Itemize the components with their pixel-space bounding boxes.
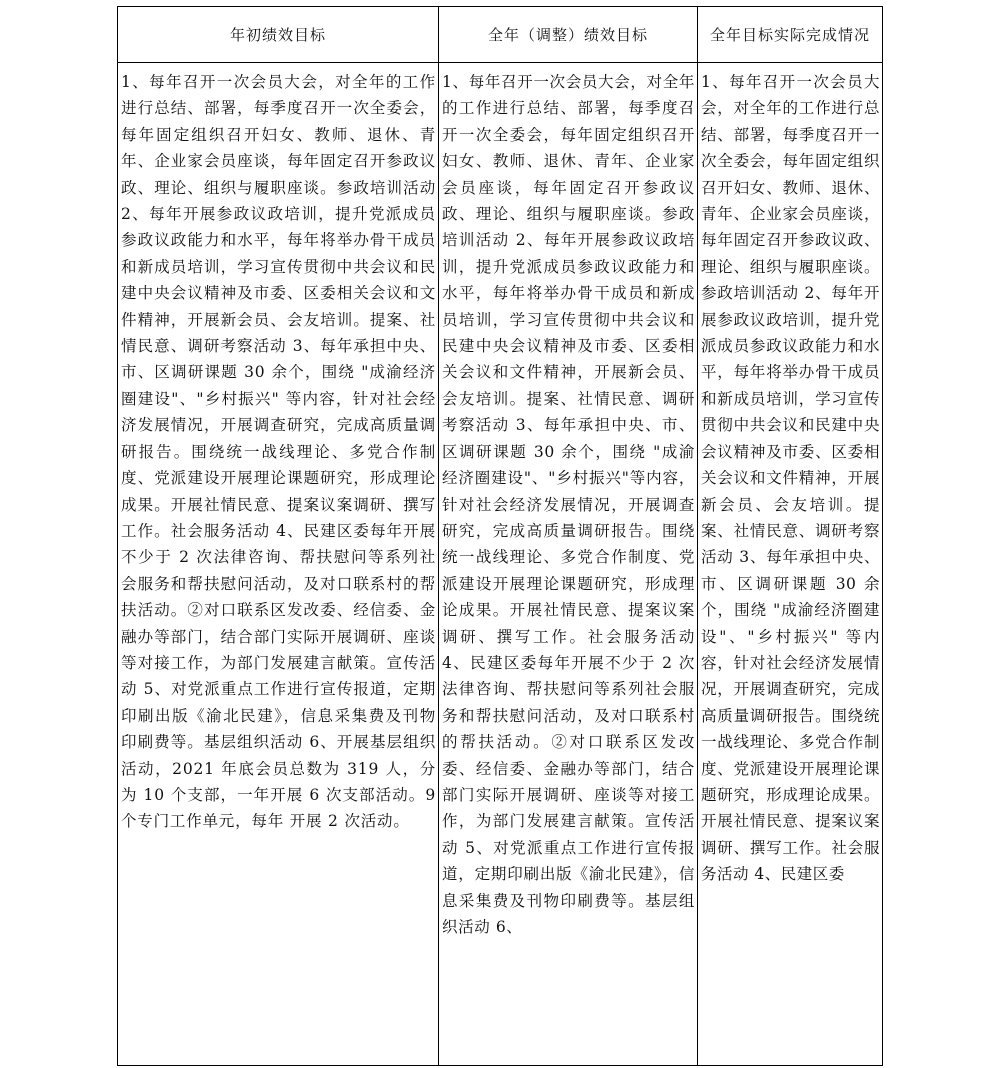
adjusted-goal-text: 1、每年召开一次会员大会，对全年的工作进行总结、部署，每季度召开一次全委会，每年固定组织召开妇女、教师、退休、青年、企业家会员座谈，每年固定召开参政议政、理论、组织与履职座谈。参政培训活动 2、每年开展参政议政培训，提升党派成员参政议政能力和水平，每年将举办骨干成员和新成员培训，学习宣传贯彻中共会议和民建中央会议精神及市委、区委相关会议和文件精神，开展新会员、会友培训。提案、社情民意、调研考察活动 3、每年承担中央、市、区调研课题 30 余个，围绕 "成渝经济圈建设"、"乡村振兴"等内容，针对社会经济发展情况，开展调查研究，完成高质量调研报告。围绕统一战线理论、多党合作制度、党派建设开展理论课题研究，形成理论成果。开展社情民意、提案议案调研、撰写工作。社会服务活动 4、民建区委每年开展不少于 2 次法律咨询、帮扶慰问等系列社会服务和帮扶慰问活动，及对口联系村的帮扶活动。②对口联系区发改委、经信委、金融办等部门，结合部门实际开展调研、座谈等对接工作，为部门发展建言献策。宣传活动 5、对党派重点工作进行宣传报道，定期印刷出版《渝北民建》，信息采集费及刊物印刷费等。基层组织活动 6、	[442, 73, 695, 936]
header-initial-goal: 年初绩效目标	[118, 7, 439, 63]
performance-goals-table	[117, 6, 883, 1066]
initial-goal-text: 1、每年召开一次会员大会，对全年的工作进行总结、部署，每季度召开一次全委会，每年固定组织召开妇女、教师、退休、青年、企业家会员座谈，每年固定召开参政议政、理论、组织与履职座谈。参政培训活动 2、每年开展参政议政培训，提升党派成员参政议政能力和水平，每年将举办骨干成员和新成员培训，学习宣传贯彻中共会议和民建中央会议精神及市委、区委相关会议和文件精神，开展新会员、会友培训。提案、社情民意、调研考察活动 3、每年承担中央、市、区调研课题 30 余个，围绕 "成渝经济圈建设"、"乡村振兴" 等内容，针对社会经济发展情况，开展调查研究，完成高质量调研报告。围绕统一战线理论、多党合作制度、党派建设开展理论课题研究，形成理论成果。开展社情民意、提案议案调研、撰写工作。社会服务活动 4、民建区委每年开展不少于 2 次法律咨询、帮扶慰问等系列社会服务和帮扶慰问活动，及对口联系村的帮扶活动。②对口联系区发改委、经信委、金融办等部门，结合部门实际开展调研、座谈等对接工作，为部门发展建言献策。宣传活动 5、对党派重点工作进行宣传报道，定期印刷出版《渝北民建》，信息采集费及刊物印刷费等。基层组织活动 6、开展基层组织活动，2021 年底会员总数为 319 人，分为 10 个支部，一年开展 6 次支部活动。9 个专门工作单元，每年 开展 2 次活动。	[121, 73, 436, 831]
content-row	[118, 63, 883, 1066]
actual-completion-text: 1、每年召开一次会员大会，对全年的工作进行总结、部署，每季度召开一次全委会，每年固定组织召开妇女、教师、退休、青年、企业家会员座谈，每年固定召开参政议政、理论、组织与履职座谈。参政培训活动 2、每年开展参政议政培训，提升党派成员参政议政能力和水平，每年将举办骨干成员和新成员培训，学习宣传贯彻中共会议和民建中央会议精神及市委、区委相关会议和文件精神，开展新会员、会友培训。提案、社情民意、调研考察活动 3、每年承担中央、市、区调研课题 30 余个，围绕 "成渝经济圈建设"、"乡村振兴" 等内容，针对社会经济发展情况，开展调查研究，完成高质量调研报告。围绕统一战线理论、多党合作制度、党派建设开展理论课题研究，形成理论成果。开展社情民意、提案议案调研、撰写工作。社会服务活动 4、民建区委	[701, 73, 880, 884]
cell-adjusted-goal	[439, 63, 698, 1066]
header-row	[118, 7, 883, 63]
header-adjusted-goal: 全年（调整）绩效目标	[439, 7, 698, 63]
cell-initial-goal	[118, 63, 439, 1066]
cell-actual-completion	[698, 63, 883, 1066]
header-actual-completion: 全年目标实际完成情况	[698, 7, 883, 63]
